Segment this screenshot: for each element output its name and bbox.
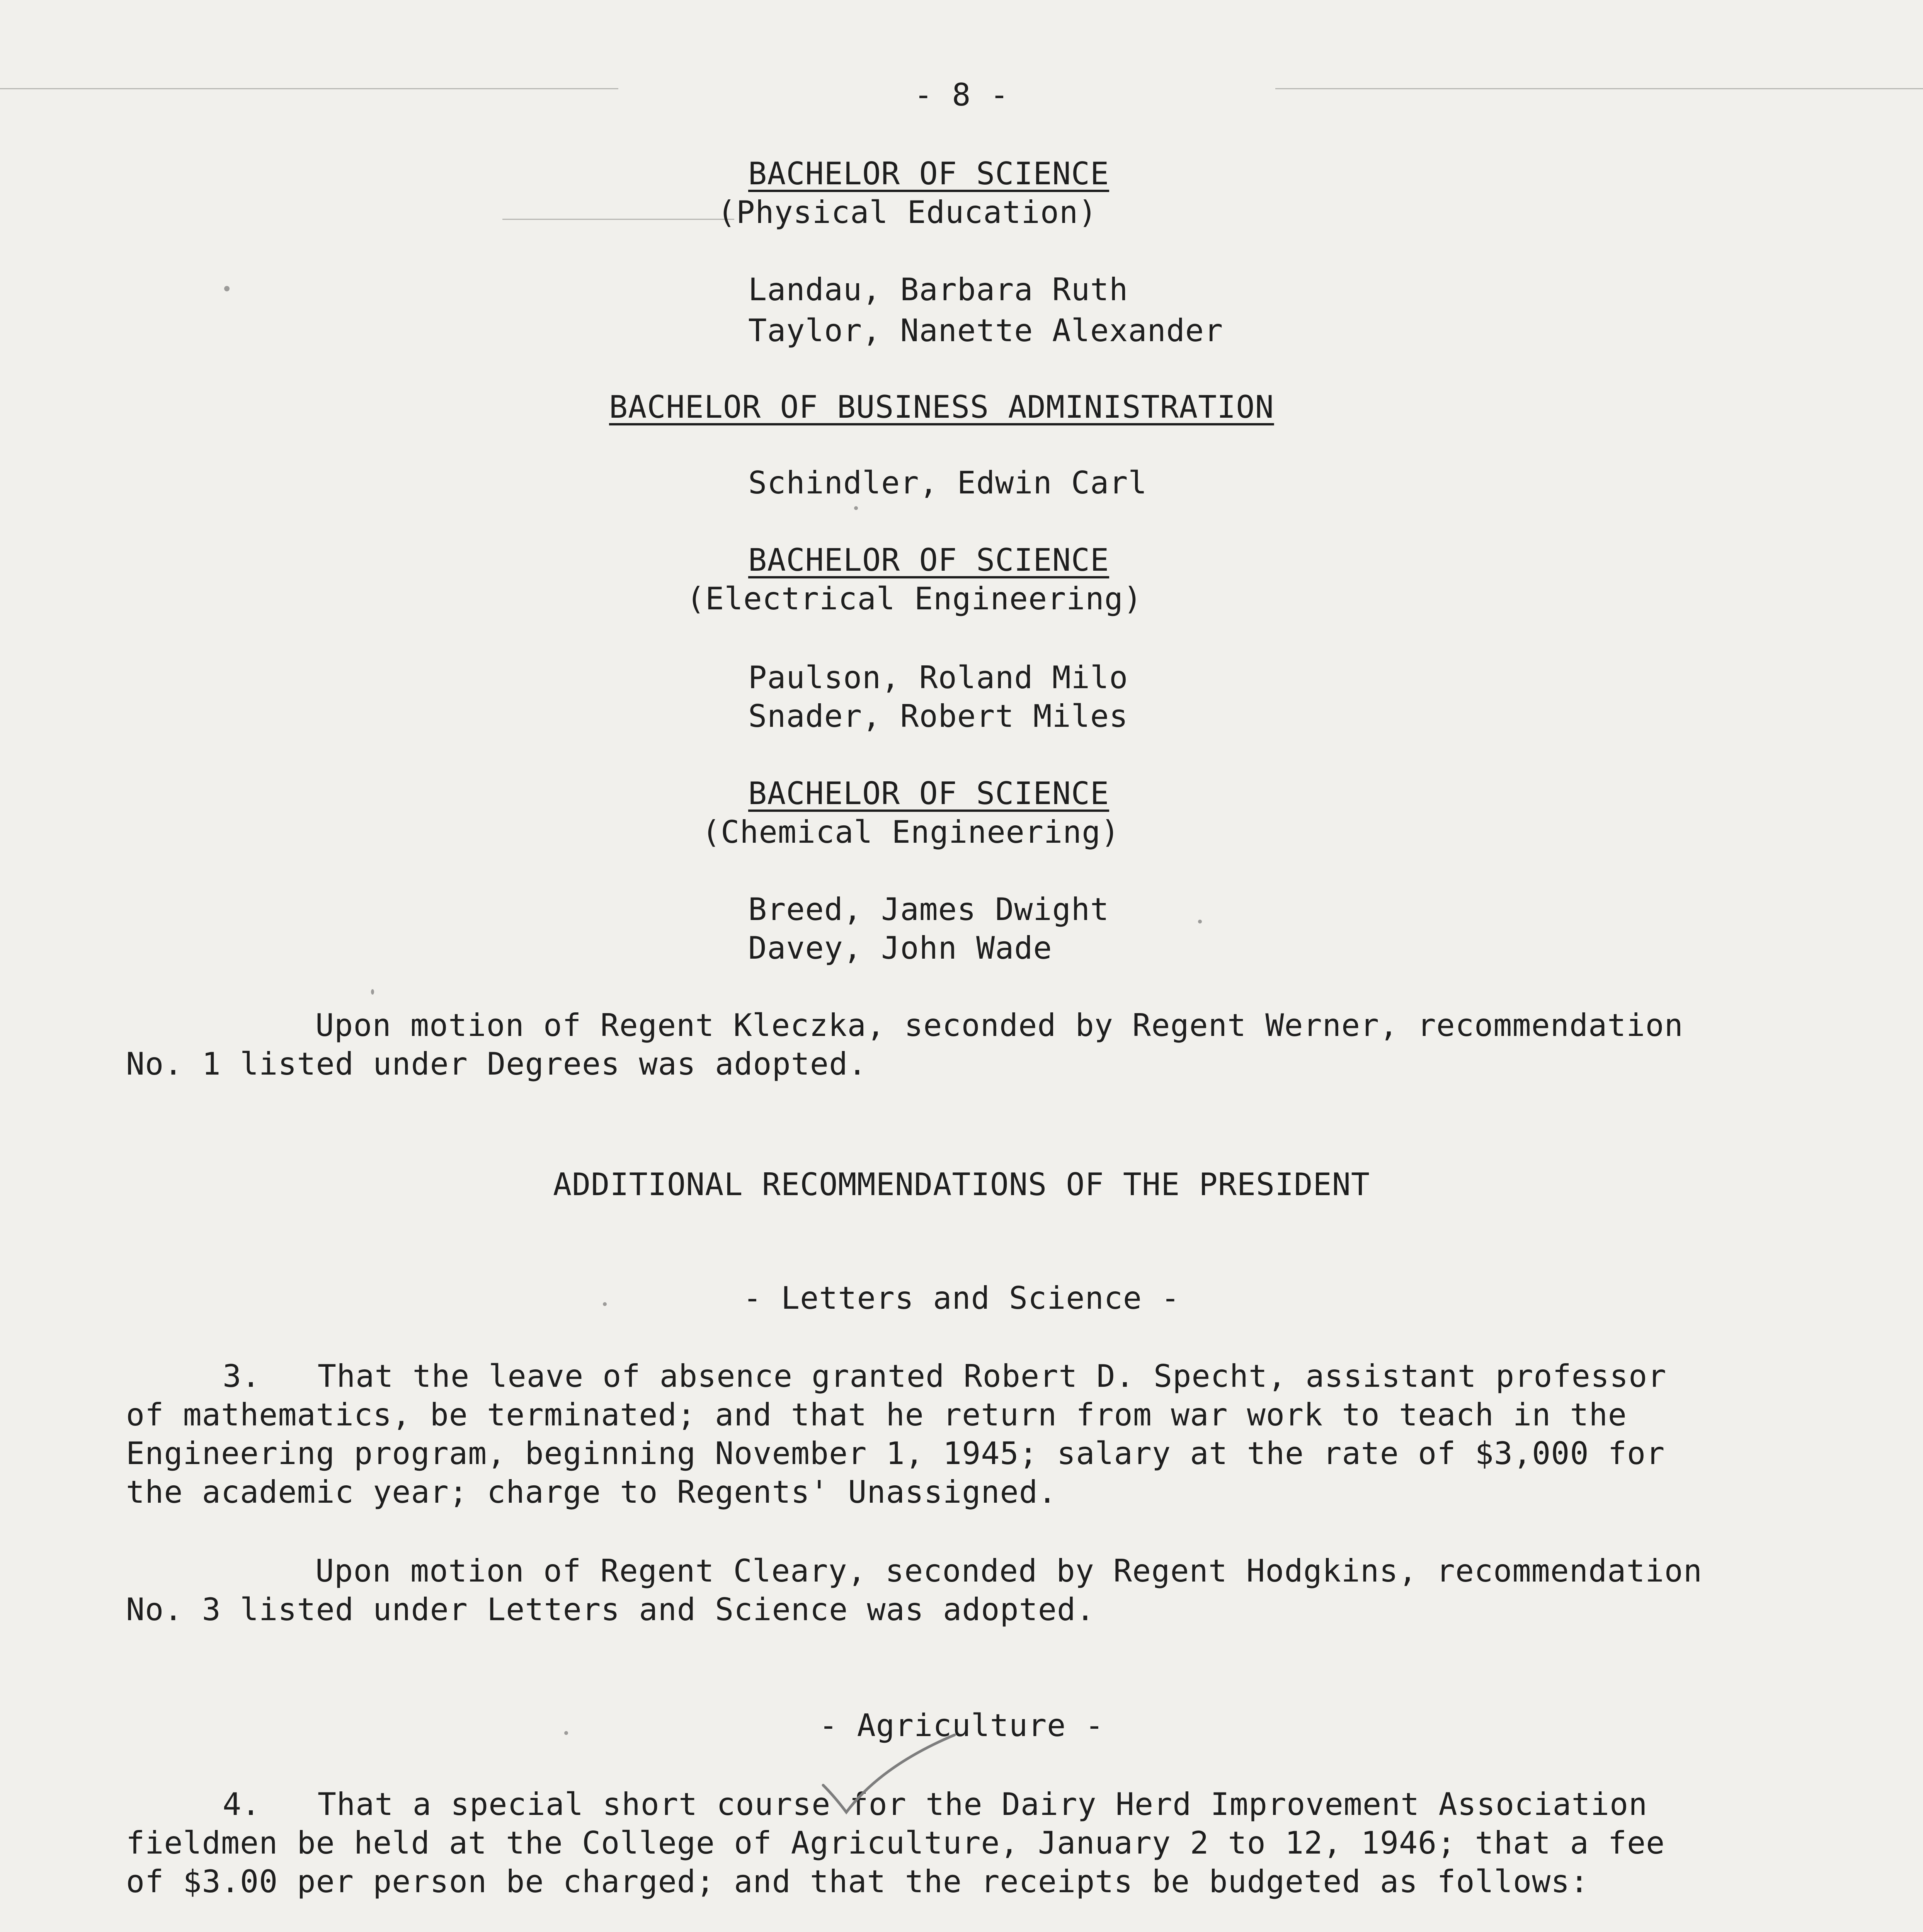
page-number: - 8 - bbox=[914, 77, 1009, 113]
graduate-name: Davey, John Wade bbox=[748, 930, 1052, 966]
graduate-name: Schindler, Edwin Carl bbox=[748, 465, 1147, 501]
recommendation-3: 3. That the leave of absence granted Robert D. Specht, assistant professor bbox=[223, 1358, 1667, 1394]
subsection-heading: - Agriculture - bbox=[819, 1708, 1104, 1743]
scan-speck bbox=[371, 989, 374, 995]
graduate-name: Snader, Robert Miles bbox=[748, 698, 1128, 734]
recommendation-3: the academic year; charge to Regents' Unassigned. bbox=[126, 1474, 1057, 1510]
scan-speck bbox=[564, 1731, 568, 1735]
graduate-name: Taylor, Nanette Alexander bbox=[748, 313, 1224, 349]
degree-title-3: BACHELOR OF SCIENCE bbox=[748, 542, 1110, 578]
degree-title-2: BACHELOR OF BUSINESS ADMINISTRATION bbox=[609, 389, 1274, 425]
scan-line bbox=[502, 219, 734, 220]
motion-paragraph: No. 1 listed under Degrees was adopted. bbox=[126, 1046, 867, 1082]
graduate-name: Paulson, Roland Milo bbox=[748, 660, 1128, 696]
scan-speck bbox=[603, 1302, 607, 1306]
motion-paragraph: Upon motion of Regent Cleary, seconded by Regent Hodgkins, recommendation bbox=[315, 1553, 1702, 1589]
graduate-name: Breed, James Dwight bbox=[748, 891, 1110, 927]
scan-speck bbox=[1198, 920, 1202, 923]
degree-field-1: (Physical Education) bbox=[717, 194, 1098, 230]
degree-title-1: BACHELOR OF SCIENCE bbox=[748, 156, 1110, 192]
degree-field-4: (Chemical Engineering) bbox=[702, 814, 1120, 850]
check-mark-icon bbox=[819, 1731, 958, 1816]
recommendation-3: of mathematics, be terminated; and that he return from war work to teach in the bbox=[126, 1397, 1627, 1433]
scan-speck bbox=[854, 506, 858, 510]
section-heading: ADDITIONAL RECOMMENDATIONS OF THE PRESIDENT bbox=[553, 1167, 1370, 1202]
scan-speck bbox=[224, 286, 230, 291]
recommendation-4: of $3.00 per person be charged; and that the receipts be budgeted as follows: bbox=[126, 1864, 1589, 1900]
degree-title-4: BACHELOR OF SCIENCE bbox=[748, 776, 1110, 811]
recommendation-4: fieldmen be held at the College of Agriculture, January 2 to 12, 1946; that a fee bbox=[126, 1825, 1665, 1861]
subsection-heading: - Letters and Science - bbox=[743, 1280, 1180, 1316]
motion-paragraph: No. 3 listed under Letters and Science was adopted. bbox=[126, 1592, 1095, 1628]
recommendation-4: 4. That a special short course for the Dairy Herd Improvement Association bbox=[223, 1786, 1648, 1822]
degree-field-3: (Electrical Engineering) bbox=[686, 581, 1142, 617]
recommendation-3: Engineering program, beginning November 1, 1945; salary at the rate of $3,000 for bbox=[126, 1435, 1665, 1471]
graduate-name: Landau, Barbara Ruth bbox=[748, 272, 1128, 308]
motion-paragraph: Upon motion of Regent Kleczka, seconded by Regent Werner, recommendation bbox=[315, 1007, 1683, 1043]
